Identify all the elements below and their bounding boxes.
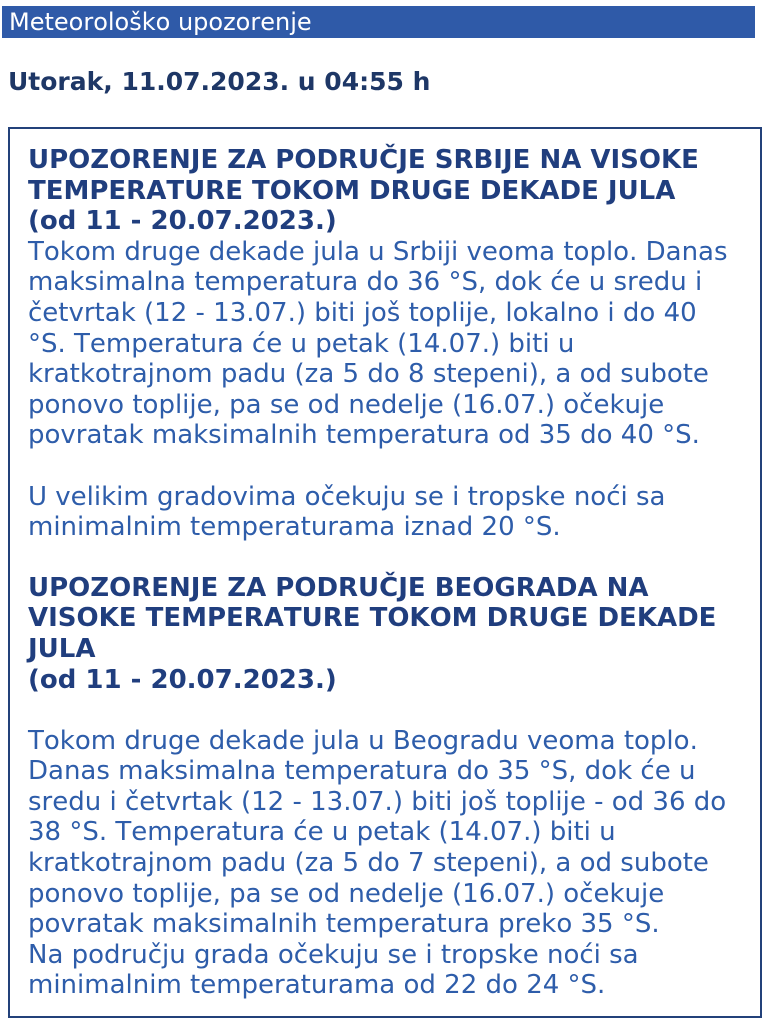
warning-period: (od 11 - 20.07.2023.) — [28, 206, 337, 237]
warning-belgrade — [28, 573, 735, 1001]
warning-title: UPOZORENJE ZA PODRUČJE BEOGRADA NA VISOKE TEMPERATURE TOKOM DRUGE DEKADE JULA — [28, 572, 717, 664]
section-header-title: Meteorološko upozorenje — [9, 8, 312, 36]
warning-heading — [28, 145, 735, 237]
issue-datetime: Utorak, 11.07.2023. u 04:55 h — [8, 67, 431, 96]
warning-title: UPOZORENJE ZA PODRUČJE SRBIJE NA VISOKE TEMPERATURE TOKOM DRUGE DEKADE JULA — [28, 145, 699, 206]
warning-serbia — [28, 145, 735, 543]
warning-period: (od 11 - 20.07.2023.) — [28, 664, 337, 695]
warning-panel — [8, 127, 762, 1018]
section-header-bar — [2, 6, 755, 38]
warning-text: U velikim gradovima očekuju se i tropske noći sa minimalnim temperaturama iznad 20 °S. — [28, 481, 666, 543]
warning-text: Na području grada očekuju se i tropske noći sa minimalnim temperaturama od 22 do 24 °S. — [28, 939, 639, 1001]
warning-heading — [28, 573, 735, 695]
warning-text: Tokom druge dekade jula u Beogradu veoma toplo. Danas maksimalna temperatura do 35 °S, dok će u sredu i četvrtak (12 - 13.07.) biti još toplije - od 36 do 38 °S. Temperatura će u petak (14.07.) biti u kratkotrajnom padu (za 5 do 7 stepeni), a od subote ponovo toplije, pa se od nedelje (16.07.) očekuje povratak maksimalnih temperatura preko 35 °S. — [28, 725, 727, 940]
warning-text: Tokom druge dekade jula u Srbiji veoma toplo. Danas maksimalna temperatura do 36 °S, dok će u sredu i četvrtak (12 - 13.07.) biti još toplije, lokalno i do 40 °S. Temperatura će u petak (14.07.) biti u kratkotrajnom padu (za 5 do 8 stepeni), a od subote ponovo toplije, pa se od nedelje (16.07.) očekuje povratak maksimalnih temperatura od 35 do 40 °S. — [28, 236, 728, 451]
